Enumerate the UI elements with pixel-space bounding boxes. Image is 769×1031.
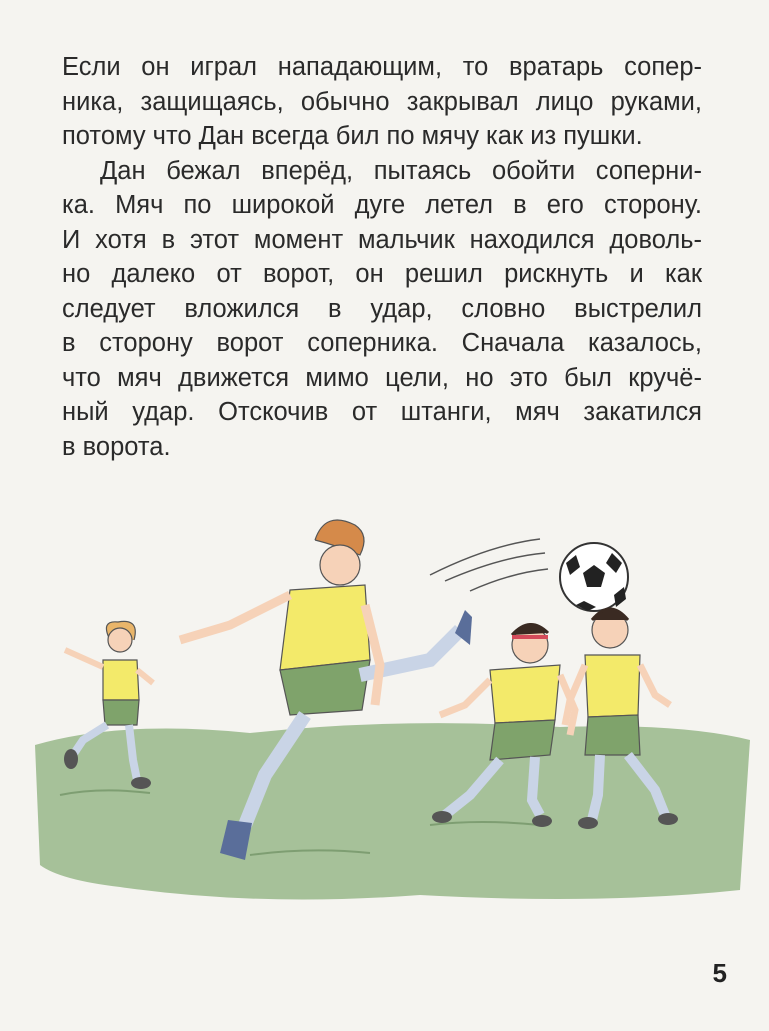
- ball-motion-lines: [430, 539, 548, 591]
- text-line: Если он играл нападающим, то вратарь сопер-: [62, 53, 702, 81]
- text-line: ный удар. Отскочив от штанги, мяч закатился: [62, 398, 702, 426]
- grass-field: [35, 723, 750, 899]
- page-number: 5: [712, 958, 727, 988]
- text-line: потому что Дан всегда бил по мячу как из пушки.: [62, 122, 643, 150]
- text-line: ника, защищаясь, обычно закрывал лицо руками,: [62, 87, 702, 116]
- text-line: в сторону ворот соперника. Сначала казалось,: [62, 329, 702, 357]
- text-line: Дан бежал вперёд, пытаясь обойти соперни-: [100, 156, 702, 185]
- football-illustration: [0, 495, 769, 915]
- text-line: следует вложился в удар, словно выстрелил: [62, 294, 702, 323]
- text-line: ка. Мяч по широкой дуге летел в его сторону.: [62, 191, 702, 219]
- story-text: [62, 50, 702, 464]
- text-line: но далеко от ворот, он решил рискнуть и как: [62, 260, 702, 288]
- text-line: в ворота.: [62, 432, 171, 461]
- text-line: что мяч движется мимо цели, но это был кручё-: [62, 363, 702, 392]
- text-line: И хотя в этот момент мальчик находился доволь-: [62, 225, 702, 254]
- soccer-ball: [560, 543, 628, 611]
